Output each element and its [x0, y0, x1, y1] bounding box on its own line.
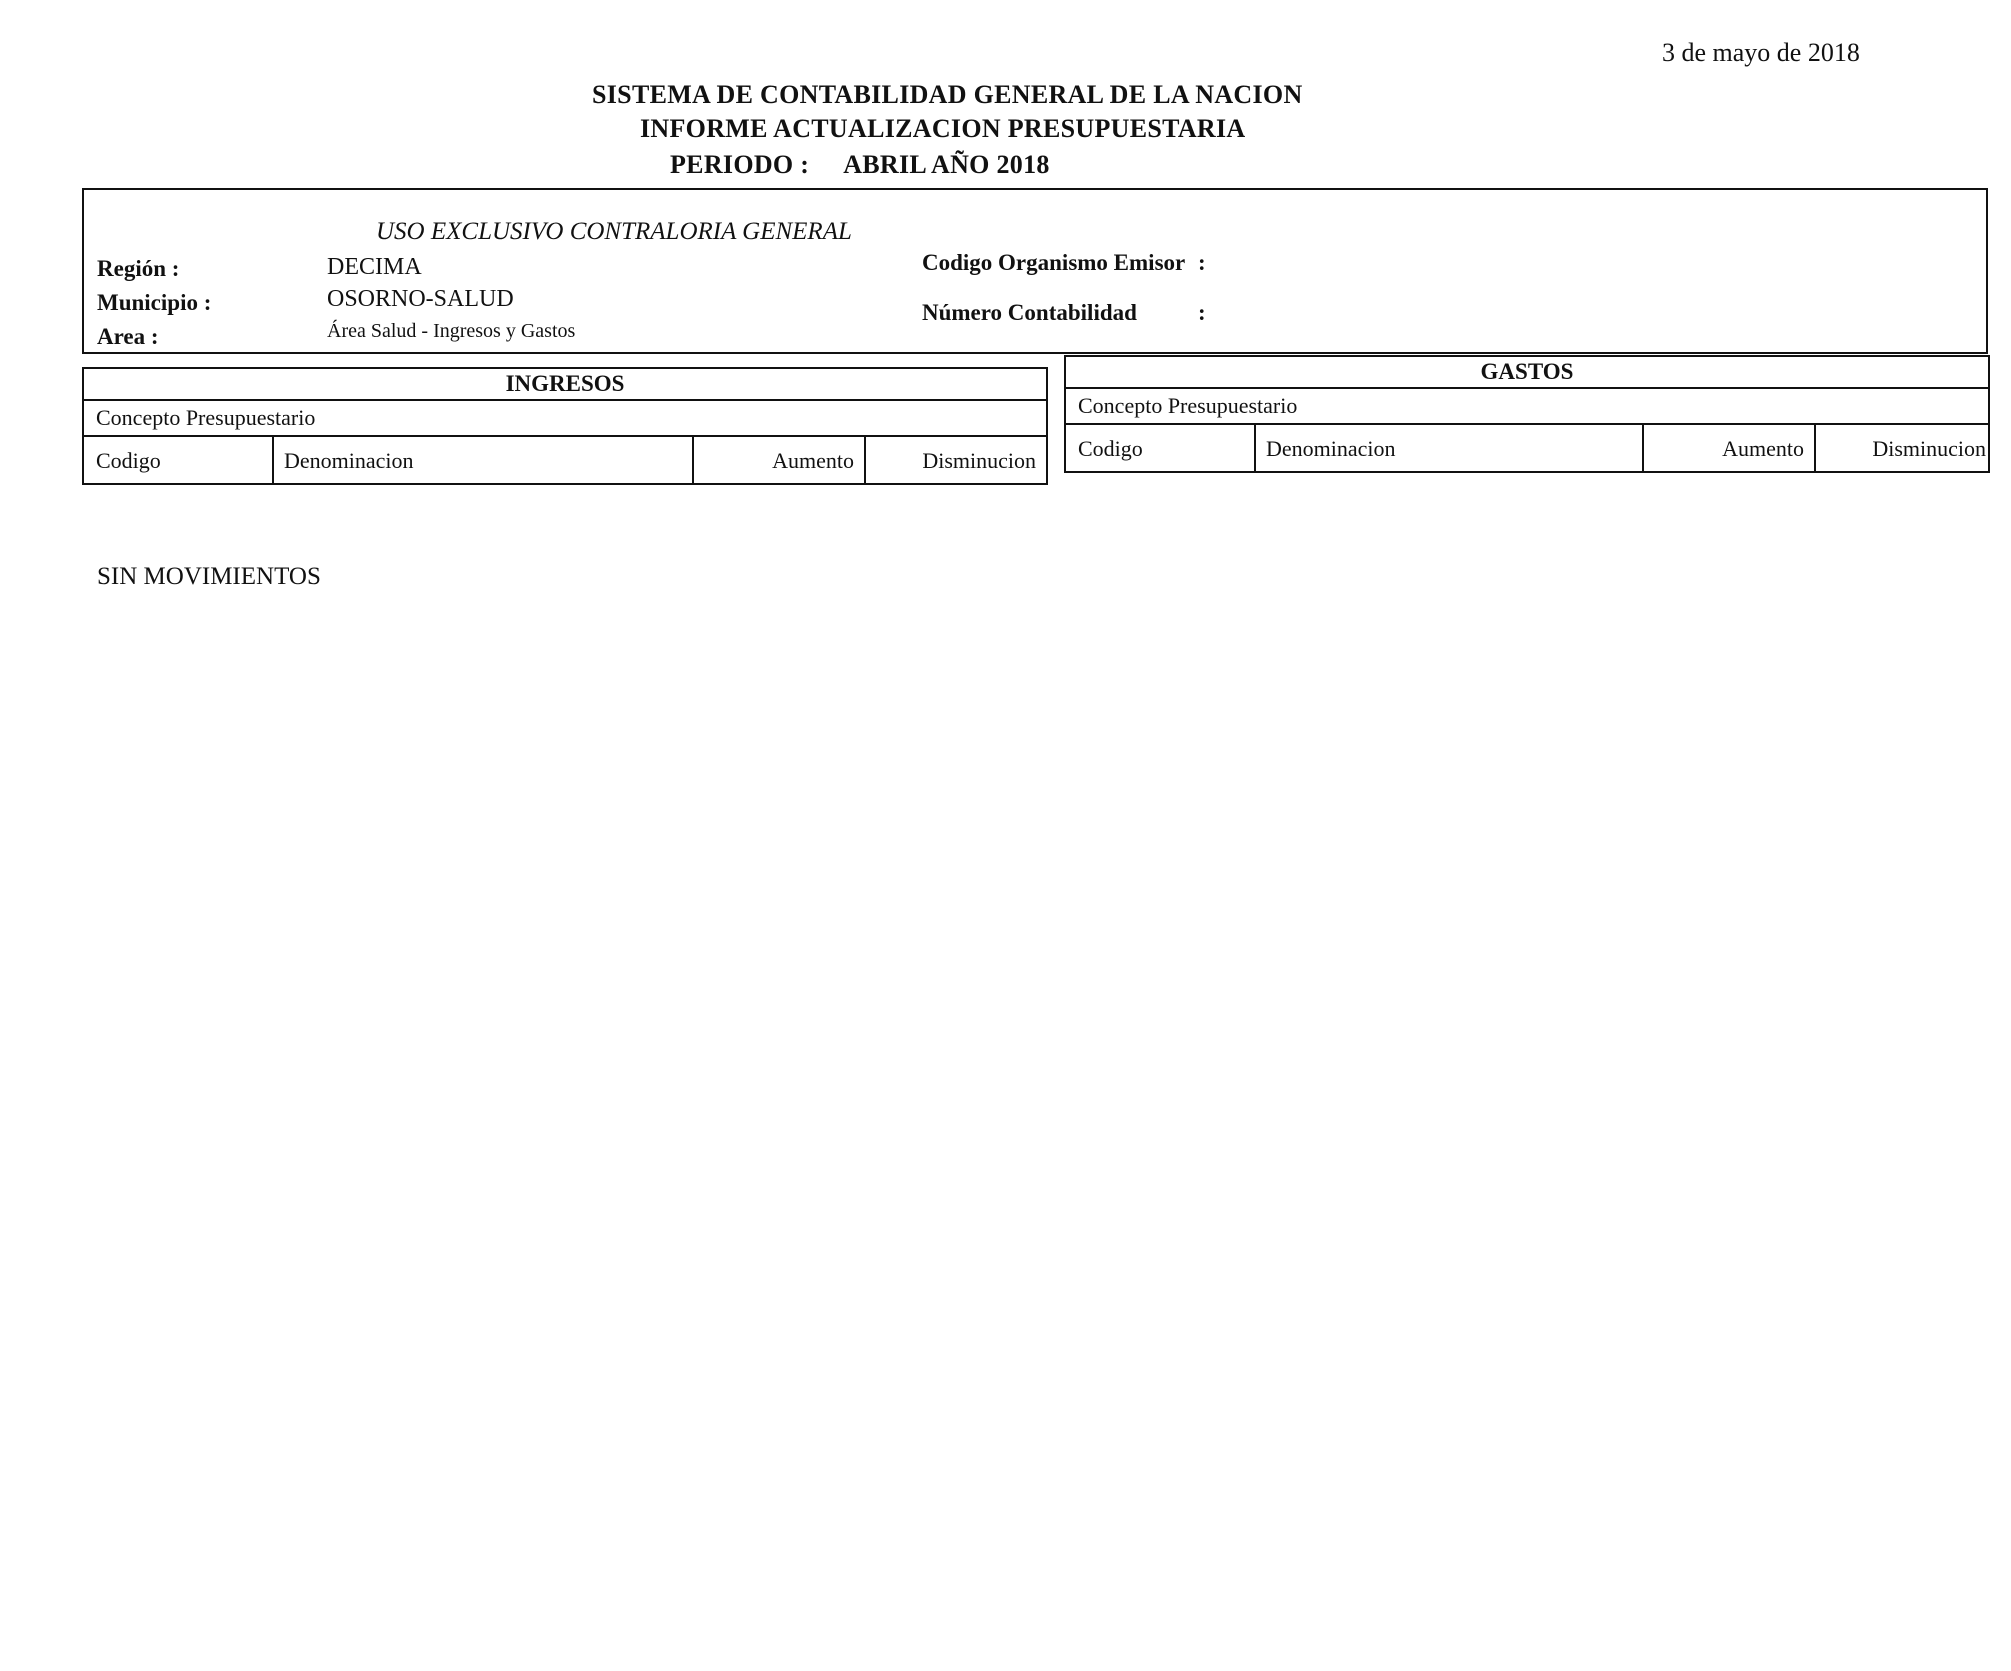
gastos-col-disminucion: Disminucion — [1814, 425, 1988, 473]
ingresos-column-header — [84, 437, 1046, 485]
period-label: PERIODO : — [670, 150, 810, 179]
period-value: ABRIL AÑO 2018 — [843, 150, 1050, 179]
codigo-organismo-colon: : — [1198, 250, 1206, 275]
gastos-column-header — [1066, 425, 1988, 473]
codigo-organismo-label: Codigo Organismo Emisor — [922, 250, 1186, 275]
ingresos-col-aumento: Aumento — [692, 437, 864, 485]
ingresos-col-codigo: Codigo — [96, 448, 161, 473]
sin-movimientos-text: SIN MOVIMIENTOS — [97, 563, 321, 590]
ingresos-concepto: Concepto Presupuestario — [84, 401, 1046, 437]
area-label: Area : — [97, 324, 159, 349]
region-label: Región : — [97, 256, 180, 281]
gastos-title: GASTOS — [1066, 357, 1988, 389]
report-title-system: SISTEMA DE CONTABILIDAD GENERAL DE LA NACION — [592, 80, 1303, 109]
gastos-concepto: Concepto Presupuestario — [1066, 389, 1988, 425]
gastos-table — [1064, 355, 1990, 473]
report-date: 3 de mayo de 2018 — [1662, 38, 1860, 67]
municipio-value: OSORNO-SALUD — [327, 286, 514, 312]
area-value: Área Salud - Ingresos y Gastos — [327, 320, 576, 342]
report-period — [670, 150, 1050, 180]
ingresos-col-denominacion: Denominacion — [272, 437, 692, 485]
region-value: DECIMA — [327, 254, 422, 280]
gastos-col-codigo: Codigo — [1078, 436, 1143, 461]
gastos-col-aumento: Aumento — [1642, 425, 1814, 473]
uso-exclusivo-label: USO EXCLUSIVO CONTRALORIA GENERAL — [376, 218, 852, 245]
report-title-informe: INFORME ACTUALIZACION PRESUPUESTARIA — [640, 114, 1246, 143]
ingresos-title: INGRESOS — [84, 369, 1046, 401]
ingresos-col-disminucion: Disminucion — [864, 437, 1046, 485]
ingresos-table — [82, 367, 1048, 485]
gastos-col-denominacion: Denominacion — [1254, 425, 1642, 473]
numero-contabilidad-label: Número Contabilidad — [922, 300, 1137, 325]
numero-contabilidad-colon: : — [1198, 300, 1206, 325]
municipio-label: Municipio : — [97, 290, 212, 315]
